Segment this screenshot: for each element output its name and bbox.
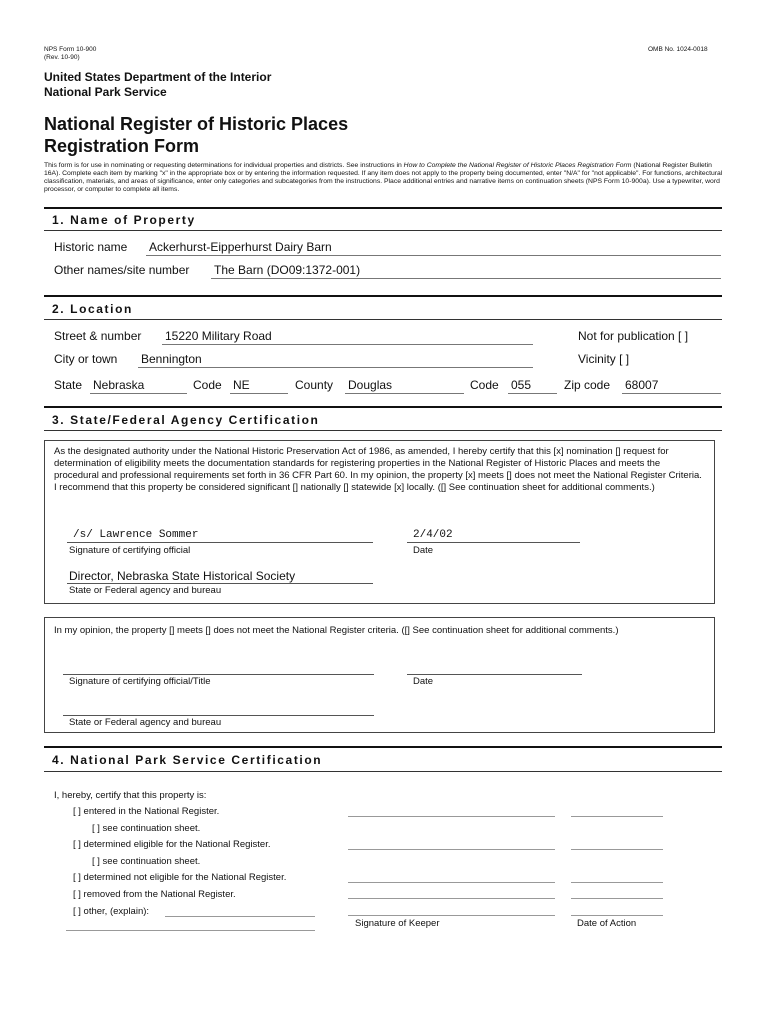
- state-label: State: [54, 378, 83, 392]
- agency2-label: State or Federal agency and bureau: [69, 717, 222, 728]
- form-title-line2: Registration Form: [44, 136, 200, 156]
- opinion-box: [44, 617, 715, 733]
- action-date-line[interactable]: [571, 882, 663, 883]
- section-divider: [44, 746, 722, 748]
- keeper-signature-label: Signature of Keeper: [355, 918, 440, 929]
- section-divider-thin: [44, 430, 722, 431]
- state-code-field[interactable]: NE: [230, 378, 288, 394]
- zip-label: Zip code: [564, 378, 611, 392]
- county-field[interactable]: Douglas: [345, 378, 464, 394]
- form-number: NPS Form 10-900: [44, 46, 97, 53]
- agency-label: State or Federal agency and bureau: [69, 585, 222, 596]
- section-divider-thin: [44, 771, 722, 772]
- date-value: 2/4/02: [413, 529, 453, 541]
- state-code-label: Code: [193, 378, 222, 392]
- county-code-field[interactable]: 055: [508, 378, 557, 394]
- option-entered-continuation[interactable]: [ ] see continuation sheet.: [92, 823, 201, 834]
- option-other[interactable]: [ ] other, (explain):: [73, 906, 150, 917]
- city-label: City or town: [54, 352, 118, 366]
- option-eligible[interactable]: [ ] determined eligible for the National Register.: [73, 839, 271, 850]
- date-label: Date: [413, 545, 434, 556]
- nps-intro: I, hereby, certify that this property is:: [54, 790, 207, 801]
- opinion-statement: In my opinion, the property [] meets [] does not meet the National Register criteria. ([] See continuation sheet for additional comments.): [54, 625, 619, 636]
- keeper-signature-line[interactable]: [348, 849, 555, 850]
- action-date-line[interactable]: [571, 898, 663, 899]
- date2-label: Date: [413, 676, 434, 687]
- date2-line: [407, 674, 582, 675]
- agency2-line: [63, 715, 374, 716]
- other-explain-line[interactable]: [165, 916, 315, 917]
- street-field[interactable]: 15220 Military Road: [162, 329, 533, 345]
- section-divider: [44, 207, 722, 209]
- keeper-signature-line[interactable]: [348, 898, 555, 899]
- option-not-eligible[interactable]: [ ] determined not eligible for the National Register.: [73, 872, 287, 883]
- instructions-text: This form is for use in nominating or requesting determinations for individual properties and districts. See instructions in: [44, 162, 404, 169]
- section-4-title: 4. National Park Service Certification: [52, 753, 323, 767]
- section-divider: [44, 406, 722, 408]
- signature2-line: [63, 674, 374, 675]
- section-divider-thin: [44, 230, 722, 231]
- keeper-signature-line[interactable]: [348, 882, 555, 883]
- other-names-field[interactable]: The Barn (DO09:1372-001): [211, 263, 721, 279]
- instructions-title: How to Complete the National Register of Historic Places Registration Form: [403, 162, 632, 169]
- section-1-title: 1. Name of Property: [52, 213, 196, 227]
- certification-statement: As the designated authority under the National Historic Preservation Act of 1986, as amended, I hereby certify that this [x] nomination [] request for determination of eligibility meets the documentation standards for registering properties in the National Register of Historic Places and meets the procedural and professional requirements set forth in 36 CFR Part 60. In my opinion, the property [x] meets [] does not meet the National Register Criteria. I recommend that this property be considered significant [] nationally [] statewide [x] locally. ([] See continuation sheet for additional comments.): [54, 446, 702, 493]
- action-date-line[interactable]: [571, 849, 663, 850]
- signature-label: Signature of certifying official: [69, 545, 191, 556]
- historic-name-field[interactable]: Ackerhurst-Eipperhurst Dairy Barn: [146, 240, 721, 256]
- signature-line: [67, 542, 373, 543]
- form-title-line1: National Register of Historic Places: [44, 114, 349, 134]
- department-name: United States Department of the Interior: [44, 70, 272, 84]
- date-line: [407, 542, 580, 543]
- not-for-publication-checkbox[interactable]: Not for publication [ ]: [578, 329, 689, 343]
- state-field[interactable]: Nebraska: [90, 378, 187, 394]
- omb-number: OMB No. 1024-0018: [648, 46, 708, 53]
- agency-value: Director, Nebraska State Historical Society: [69, 569, 296, 583]
- instructions-text-cont: (National Register Bulletin 16A). Complete each item by marking "x" in the appropriate box or by entering the information requested. If any item does not apply to the property being documented, enter "N/A" for "not applicable". For functions, architectural classification, materials, and areas of significance, enter only categories and subcategories from the instructions. Place additional entries and narrative items on continuation sheets (NPS Form 10-900a). Use a typewriter, word processor, or computer to complete all items.: [44, 162, 723, 193]
- vicinity-checkbox[interactable]: Vicinity [ ]: [578, 352, 630, 366]
- section-divider: [44, 295, 722, 297]
- option-removed[interactable]: [ ] removed from the National Register.: [73, 889, 236, 900]
- section-3-title: 3. State/Federal Agency Certification: [52, 413, 320, 427]
- other-names-label: Other names/site number: [54, 263, 190, 277]
- other-explain-line-2[interactable]: [66, 930, 315, 931]
- section-2-title: 2. Location: [52, 302, 133, 316]
- action-date-label: Date of Action: [577, 918, 637, 929]
- signature-value: /s/ Lawrence Sommer: [73, 529, 199, 541]
- option-entered[interactable]: [ ] entered in the National Register.: [73, 806, 220, 817]
- action-date-line[interactable]: [571, 915, 663, 916]
- county-code-label: Code: [470, 378, 499, 392]
- keeper-signature-line[interactable]: [348, 816, 555, 817]
- city-field[interactable]: Bennington: [138, 352, 533, 368]
- signature2-label: Signature of certifying official/Title: [69, 676, 211, 687]
- street-label: Street & number: [54, 329, 142, 343]
- action-date-line[interactable]: [571, 816, 663, 817]
- county-label: County: [295, 378, 334, 392]
- historic-name-label: Historic name: [54, 240, 128, 254]
- agency-line: [67, 583, 373, 584]
- form-instructions: [44, 162, 724, 194]
- section-divider-thin: [44, 319, 722, 320]
- option-eligible-continuation[interactable]: [ ] see continuation sheet.: [92, 856, 201, 867]
- service-name: National Park Service: [44, 85, 167, 99]
- form-revision: (Rev. 10-90): [44, 54, 80, 61]
- keeper-signature-line[interactable]: [348, 915, 555, 916]
- zip-field[interactable]: 68007: [622, 378, 721, 394]
- agency-certification-box: [44, 440, 715, 604]
